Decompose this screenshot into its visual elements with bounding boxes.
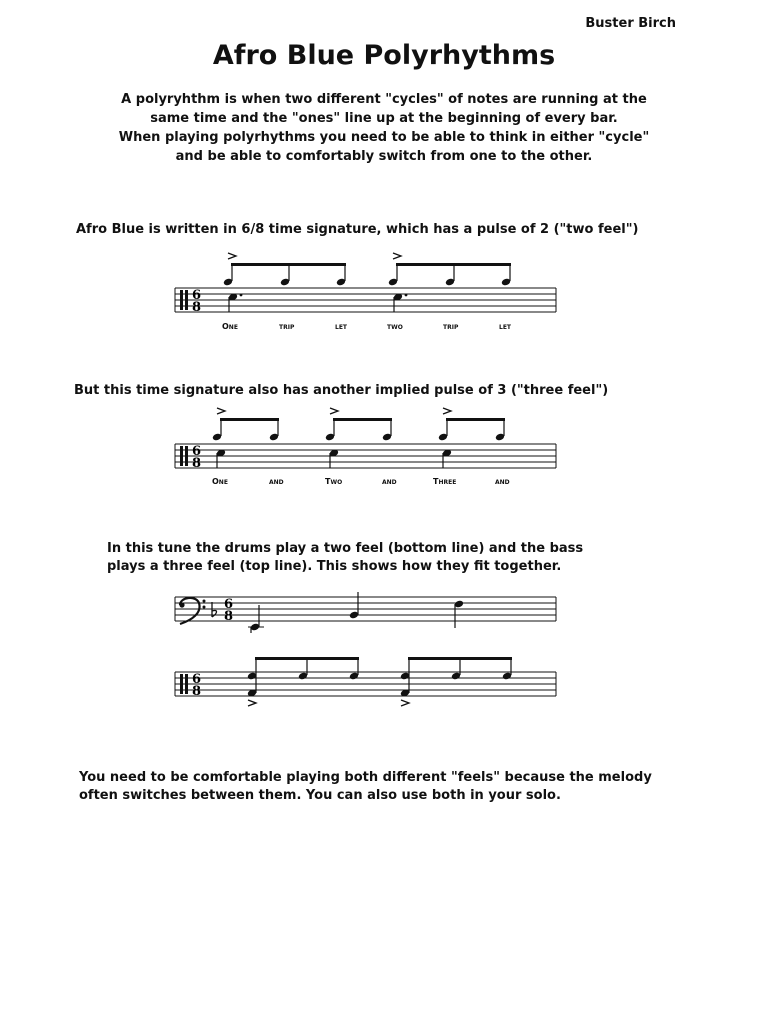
intro-line: When playing polyrhythms you need to be able to think in either "cycle" (118, 130, 650, 145)
bass-clef-icon (179, 598, 205, 624)
count-syllable: let (499, 322, 512, 331)
count-syllable: let (335, 322, 348, 331)
accent-mark (401, 700, 409, 706)
dot (405, 294, 408, 297)
combined-caption (107, 540, 583, 576)
count-syllable: Two (325, 477, 343, 486)
beam (220, 418, 279, 421)
time-signature-bottom: 8 (192, 684, 202, 699)
closing-line: You need to be comfortable playing both different "feels" because the melody (79, 770, 652, 785)
count-syllable: One (222, 322, 238, 331)
closing-line: often switches between them. You can also use both in your solo. (79, 788, 561, 803)
accent-mark (443, 408, 451, 414)
beam (333, 418, 392, 421)
intro-line: A polyryhthm is when two different "cycles" of notes are running at the (121, 92, 647, 107)
time-signature-bottom: 8 (224, 609, 234, 624)
time-signature-bottom: 8 (192, 456, 202, 471)
time-signature-bottom: 8 (192, 300, 202, 315)
caption-line: In this tune the drums play a two feel (bottom line) and the bass (107, 541, 584, 556)
accent-mark (248, 700, 256, 706)
count-syllable: two (387, 322, 403, 331)
dot (240, 294, 243, 297)
count-syllable: Three (433, 477, 457, 486)
count-syllable: trip (443, 322, 459, 331)
beam (446, 418, 505, 421)
two-feel-caption: Afro Blue is written in 6/8 time signature, which has a pulse of 2 ("two feel") (76, 222, 639, 237)
accent-mark (393, 253, 401, 259)
accent-mark (228, 253, 236, 259)
count-syllable: and (495, 477, 510, 486)
count-syllable: trip (279, 322, 295, 331)
closing-paragraph (79, 769, 652, 805)
intro-line: and be able to comfortably switch from one to the other. (175, 149, 593, 164)
accent-mark (217, 408, 225, 414)
count-syllable: and (382, 477, 397, 486)
time-signature-top: 6 (192, 288, 202, 303)
time-signature-top: 6 (224, 597, 234, 612)
accent-mark (330, 408, 338, 414)
three-feel-staff (0, 400, 768, 500)
combined-score (0, 580, 768, 720)
author-name: Buster Birch (585, 16, 676, 31)
intro-line: same time and the "ones" line up at the beginning of every bar. (150, 111, 618, 126)
time-signature-top: 6 (192, 672, 202, 687)
count-syllable: and (269, 477, 284, 486)
intro-paragraph (84, 90, 684, 166)
caption-line: plays a three feel (top line). This shows how they fit together. (107, 559, 562, 574)
count-syllable: One (212, 477, 228, 486)
two-feel-staff (0, 240, 768, 340)
page-title: Afro Blue Polyrhythms (212, 40, 556, 71)
three-feel-caption: But this time signature also has another implied pulse of 3 ("three feel") (74, 383, 609, 398)
time-signature-top: 6 (192, 444, 202, 459)
